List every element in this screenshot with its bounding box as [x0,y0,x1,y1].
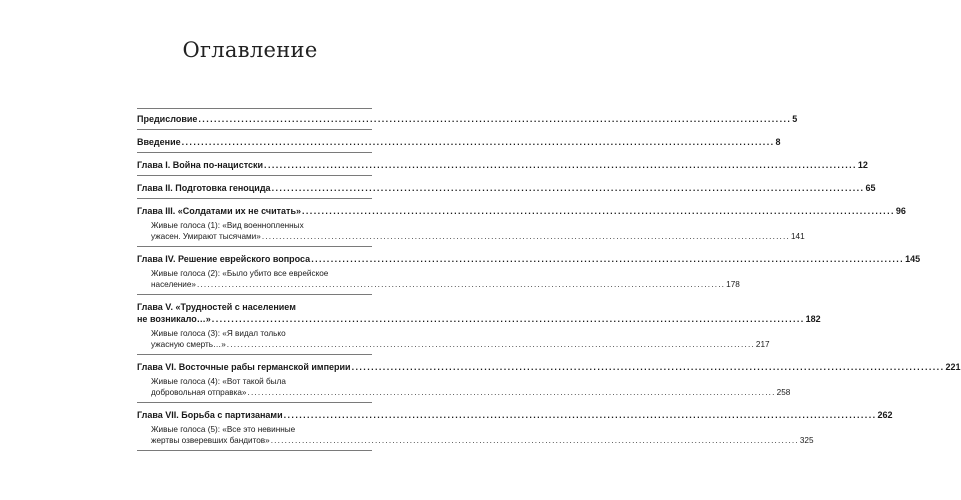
toc-entry-label-line1: Глава V. «Трудностей с населением [137,302,296,312]
subentry-label-line1: Живые голоса (1): «Вид военнопленных [151,221,304,230]
divider [137,175,372,176]
subentry-label-line2: жертвы озверевших бандитов» [151,436,270,445]
toc-entry-chapter-7[interactable] [137,409,893,421]
subentry-label-line2: ужасен. Умирают тысячами» [151,232,261,241]
toc-subentry-live-voices-2[interactable] [151,268,740,290]
toc-entry-label: Введение [137,137,181,147]
toc-entry-page: 145 [905,254,921,264]
toc-entry-introduction[interactable] [137,136,781,148]
toc-entry-page: 96 [895,206,906,216]
toc-entry-page: 262 [877,410,893,420]
leader-dots [262,231,790,242]
subentry-page: 217 [755,340,770,349]
leader-dots [352,361,945,373]
toc-entry-label: Глава I. Война по-нацистски [137,160,264,170]
leader-dots [284,409,877,421]
divider [137,129,372,130]
divider [137,198,372,199]
toc-entry-page: 12 [857,160,868,170]
toc-subentry-live-voices-3[interactable] [151,328,770,350]
subentry-page: 178 [726,280,740,289]
toc-entry-chapter-3[interactable] [137,205,906,217]
toc-subentry-live-voices-1[interactable] [151,220,805,242]
divider [137,246,372,247]
subentry-page: 325 [799,436,814,445]
toc-entry-label-line2: не возникало…» [137,314,211,324]
toc-subentry-live-voices-5[interactable] [151,424,814,446]
table-of-contents [137,108,961,451]
toc-entry-preface[interactable] [137,113,798,125]
subentry-label-line1: Живые голоса (5): «Все это невинные [151,425,296,434]
subentry-page: 141 [790,232,805,241]
subentry-label-line1: Живые голоса (3): «Я видал только [151,329,286,338]
leader-dots [247,387,775,398]
divider [137,402,372,403]
subentry-label-line1: Живые голоса (2): «Было убито все еврейское [151,269,329,278]
toc-entry-page: 8 [775,137,781,147]
leader-dots [182,136,775,148]
toc-entry-label: Глава II. Подготовка геноцида [137,183,271,193]
leader-dots [311,253,904,265]
leader-dots [272,182,865,194]
subentry-label-line2: население» [151,280,196,289]
divider [137,354,372,355]
toc-subentry-live-voices-4[interactable] [151,376,791,398]
toc-entry-chapter-5[interactable] [137,301,821,325]
divider [137,450,372,451]
subentry-label-line2: добровольная отправка» [151,388,247,397]
toc-entry-chapter-2[interactable] [137,182,876,194]
toc-entry-label: Глава IV. Решение еврейского вопроса [137,254,311,264]
toc-entry-chapter-1[interactable] [137,159,868,171]
leader-dots [264,159,857,171]
leader-dots [197,279,725,290]
toc-entry-label: Предисловие [137,114,198,124]
subentry-label-line2: ужасную смерть…» [151,340,226,349]
leader-dots [227,339,755,350]
toc-entry-label: Глава VI. Восточные рабы германской империи [137,362,351,372]
toc-entry-chapter-6[interactable] [137,361,961,373]
leader-dots [198,113,791,125]
toc-entry-page: 65 [865,183,876,193]
toc-entry-label: Глава III. «Солдатами их не считать» [137,206,301,216]
toc-entry-page: 221 [945,362,961,372]
toc-entry-page: 182 [805,314,821,324]
subentry-label-line1: Живые голоса (4): «Вот такой была [151,377,286,386]
leader-dots [271,435,799,446]
toc-entry-label: Глава VII. Борьба с партизанами [137,410,283,420]
divider [137,294,372,295]
toc-entry-chapter-4[interactable] [137,253,921,265]
toc-entry-page: 5 [792,114,798,124]
leader-dots [212,313,805,325]
subentry-page: 258 [776,388,791,397]
divider [137,152,372,153]
page-title: Оглавление [182,38,318,62]
leader-dots [302,205,895,217]
divider [137,108,372,109]
